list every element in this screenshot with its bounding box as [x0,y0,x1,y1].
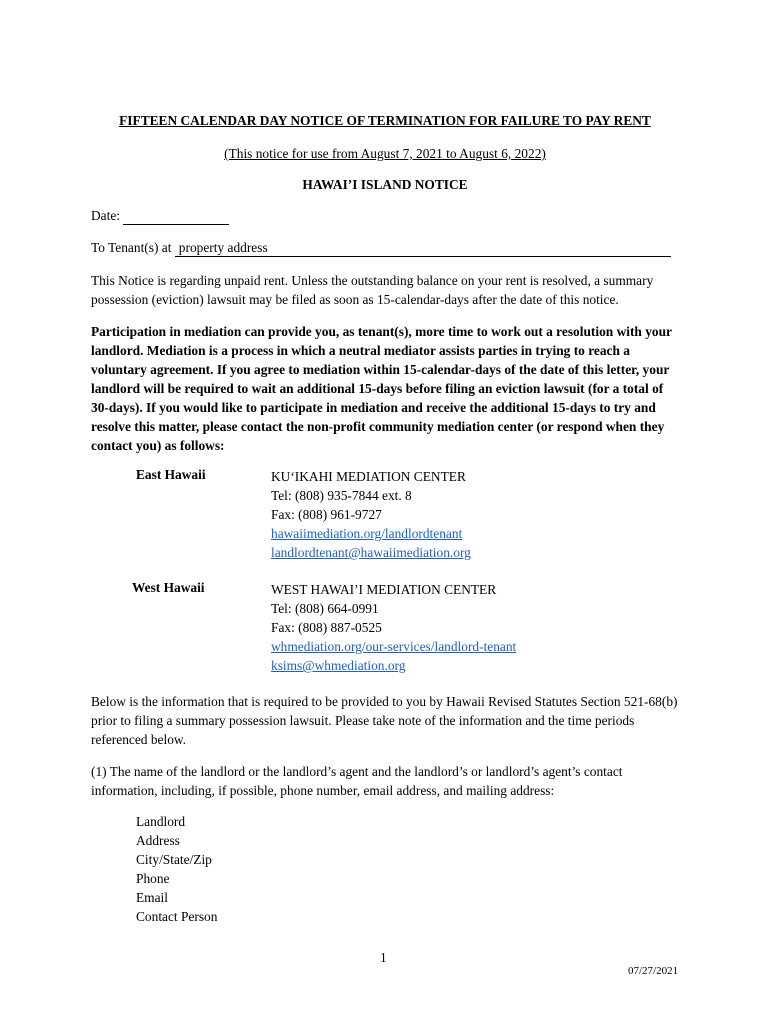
landlord-info-list [136,812,217,926]
east-center-email-link[interactable]: landlordtenant@hawaiimediation.org [271,545,471,560]
intro-paragraph: This Notice is regarding unpaid rent. Unless the outstanding balance on your rent is resolved, a summary possession (eviction) lawsuit may be filed as soon as 15-calendar-days after the date of this notice. [91,273,654,307]
city-state-zip-field-label: City/State/Zip [136,852,212,867]
date-field[interactable] [123,208,229,225]
west-hawaii-center [271,580,516,675]
tenant-row [91,240,671,257]
mediation-paragraph: Participation in mediation can provide you, as tenant(s), more time to work out a resolution with your landlord. Mediation is a process in which a neutral mediator assists parties in trying to reach a voluntary agreement. If you agree to mediation within 15-calendar-days of the date of this letter, your landlord will be required to wait an additional 15-days before filing an eviction lawsuit (for a total of 30-days). If you would like to participate in mediation and receive the additional 15-days to try and resolve this matter, please contact the non-profit community mediation center (or respond when they contact you) as follows: [91,324,672,453]
page-number: 1 [380,950,387,965]
date-row [91,208,229,225]
east-hawaii-center [271,467,471,562]
tenant-label: To Tenant(s) at [91,240,172,255]
west-hawaii-label: West Hawaii [132,580,205,595]
east-center-name: KU‘IKAHI MEDIATION CENTER [271,469,466,484]
statute-paragraph: Below is the information that is required to be provided to you by Hawaii Revised Statutes Section 521-68(b) prior to filing a summary possession lawsuit. Please take note of the information and the time periods referenced below. [91,694,678,747]
address-field-label: Address [136,833,180,848]
date-label: Date: [91,208,120,223]
east-center-fax: Fax: (808) 961-9727 [271,507,382,522]
tenant-address-value: property address [178,240,268,255]
west-center-name: WEST HAWAI’I MEDIATION CENTER [271,582,497,597]
phone-field-label: Phone [136,871,170,886]
item1-paragraph: (1) The name of the landlord or the landlord’s agent and the landlord’s or landlord’s agent’s contact information, including, if possible, phone number, email address, and mailing address: [91,764,623,798]
document-subtitle: (This notice for use from August 7, 2021 to August 6, 2022) [224,146,546,161]
west-center-tel: Tel: (808) 664-0991 [271,601,379,616]
email-field-label: Email [136,890,168,905]
west-center-email-link[interactable]: ksims@whmediation.org [271,658,406,673]
footer-date: 07/27/2021 [628,965,679,977]
contact-person-field-label: Contact Person [136,909,218,924]
west-center-fax: Fax: (808) 887-0525 [271,620,382,635]
east-center-website-link[interactable]: hawaiimediation.org/landlordtenant [271,526,463,541]
landlord-field-label: Landlord [136,814,186,829]
document-title: FIFTEEN CALENDAR DAY NOTICE OF TERMINATION FOR FAILURE TO PAY RENT [119,113,651,128]
east-hawaii-label: East Hawaii [136,467,206,482]
tenant-address-field[interactable] [175,240,671,257]
island-heading: HAWAI’I ISLAND NOTICE [302,177,468,192]
east-center-tel: Tel: (808) 935-7844 ext. 8 [271,488,412,503]
west-center-website-link[interactable]: whmediation.org/our-services/landlord-tenant [271,639,517,654]
